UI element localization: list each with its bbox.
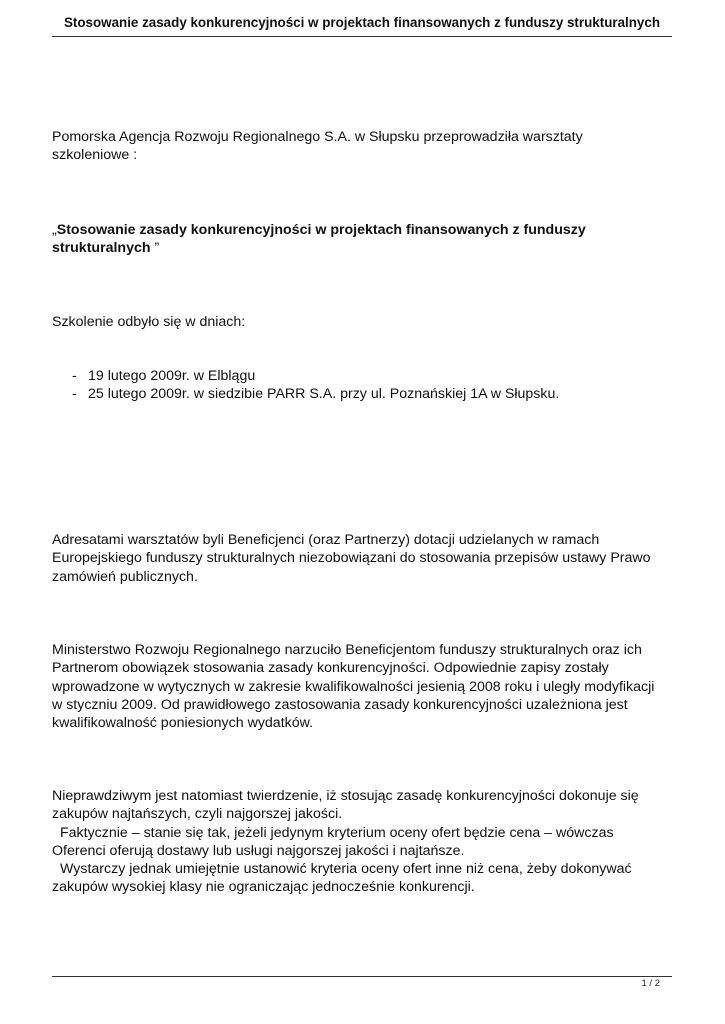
addressees-line: Europejskiego funduszy strukturalnych niezobowiązani do stosowania przepisów ustawy Prawo (52, 550, 651, 567)
addressees-line: Adresatami warsztatów byli Beneficjenci (oraz Partnerzy) dotacji udzielanych w ramach (52, 532, 600, 548)
ministry-paragraph (52, 641, 677, 732)
dates-intro: Szkolenie odbyło się w dniach: (52, 314, 246, 330)
conclusion-line: Wystarczy jednak umiejętnie ustanowić kryteria oceny ofert inne niż cena, żeby dokonywać (60, 861, 632, 878)
conclusion-line: Nieprawdziwym jest natomiast twierdzenie, iż stosując zasadę konkurencyjności dokonuje się (52, 788, 639, 804)
intro-paragraph (52, 128, 677, 165)
training-title-text: Stosowanie zasady konkurencyjności w projektach finansowanych z funduszy (56, 222, 586, 238)
addressees-line: zamówień publicznych. (52, 568, 198, 585)
conclusion-line: Oferenci oferują dostawy lub usługi najgorszej jakości i najtańsze. (52, 842, 465, 859)
list-item (72, 367, 672, 385)
ministry-line: w styczniu 2009. Od prawidłowego zastosowania zasady konkurencyjności uzależniona jest (52, 696, 628, 713)
ministry-line: Partnerom obowiązek stosowania zasady konkurencyjności. Odpowiednie zapisy zostały (52, 660, 609, 677)
conclusion-line: Faktycznie – stanie się tak, jeżeli jedynym kryterium oceny ofert będzie cena – wówczas (60, 824, 614, 841)
dates-list (72, 367, 672, 404)
training-title (52, 221, 677, 258)
conclusion-paragraph (52, 787, 677, 897)
ministry-line: wprowadzone w wytycznych w zakresie kwalifikowalności jesienią 2008 roku i uległy modyfikacji (52, 678, 655, 695)
addressees-paragraph (52, 531, 677, 586)
close-quote: ” (154, 240, 160, 257)
intro-line: Pomorska Agencja Rozwoju Regionalnego S.A. w Słupsku przeprowadziła warsztaty (52, 129, 583, 145)
list-dash: - (72, 386, 77, 403)
ministry-line: Ministerstwo Rozwoju Regionalnego narzuciło Beneficjentom funduszy strukturalnych oraz ich (52, 642, 642, 658)
date-text: 19 lutego 2009r. w Elblągu (88, 368, 256, 384)
training-title-line (52, 221, 677, 239)
page-header-title: Stosowanie zasady konkurencyjności w projektach finansowanych z funduszy strukturalnych (63, 15, 661, 30)
training-title-text: strukturalnych (52, 240, 155, 257)
training-title-line (52, 239, 677, 257)
list-item (72, 385, 672, 403)
page-number: 1 / 2 (641, 978, 660, 989)
ministry-line: kwalifikowalność poniesionych wydatków. (52, 715, 314, 732)
date-text: 25 lutego 2009r. w siedzibie PARR S.A. przy ul. Poznańskiej 1A w Słupsku. (88, 386, 560, 403)
conclusion-line: zakupów najtańszych, czyli najgorszej jakości. (52, 806, 343, 823)
page-header (52, 13, 672, 37)
intro-line: szkoleniowe : (52, 147, 138, 164)
open-quote: „ (52, 222, 57, 238)
list-dash: - (72, 368, 77, 384)
conclusion-line: zakupów wysokiej klasy nie ograniczając jednocześnie konkurencji. (52, 879, 475, 896)
page-footer (52, 976, 672, 994)
